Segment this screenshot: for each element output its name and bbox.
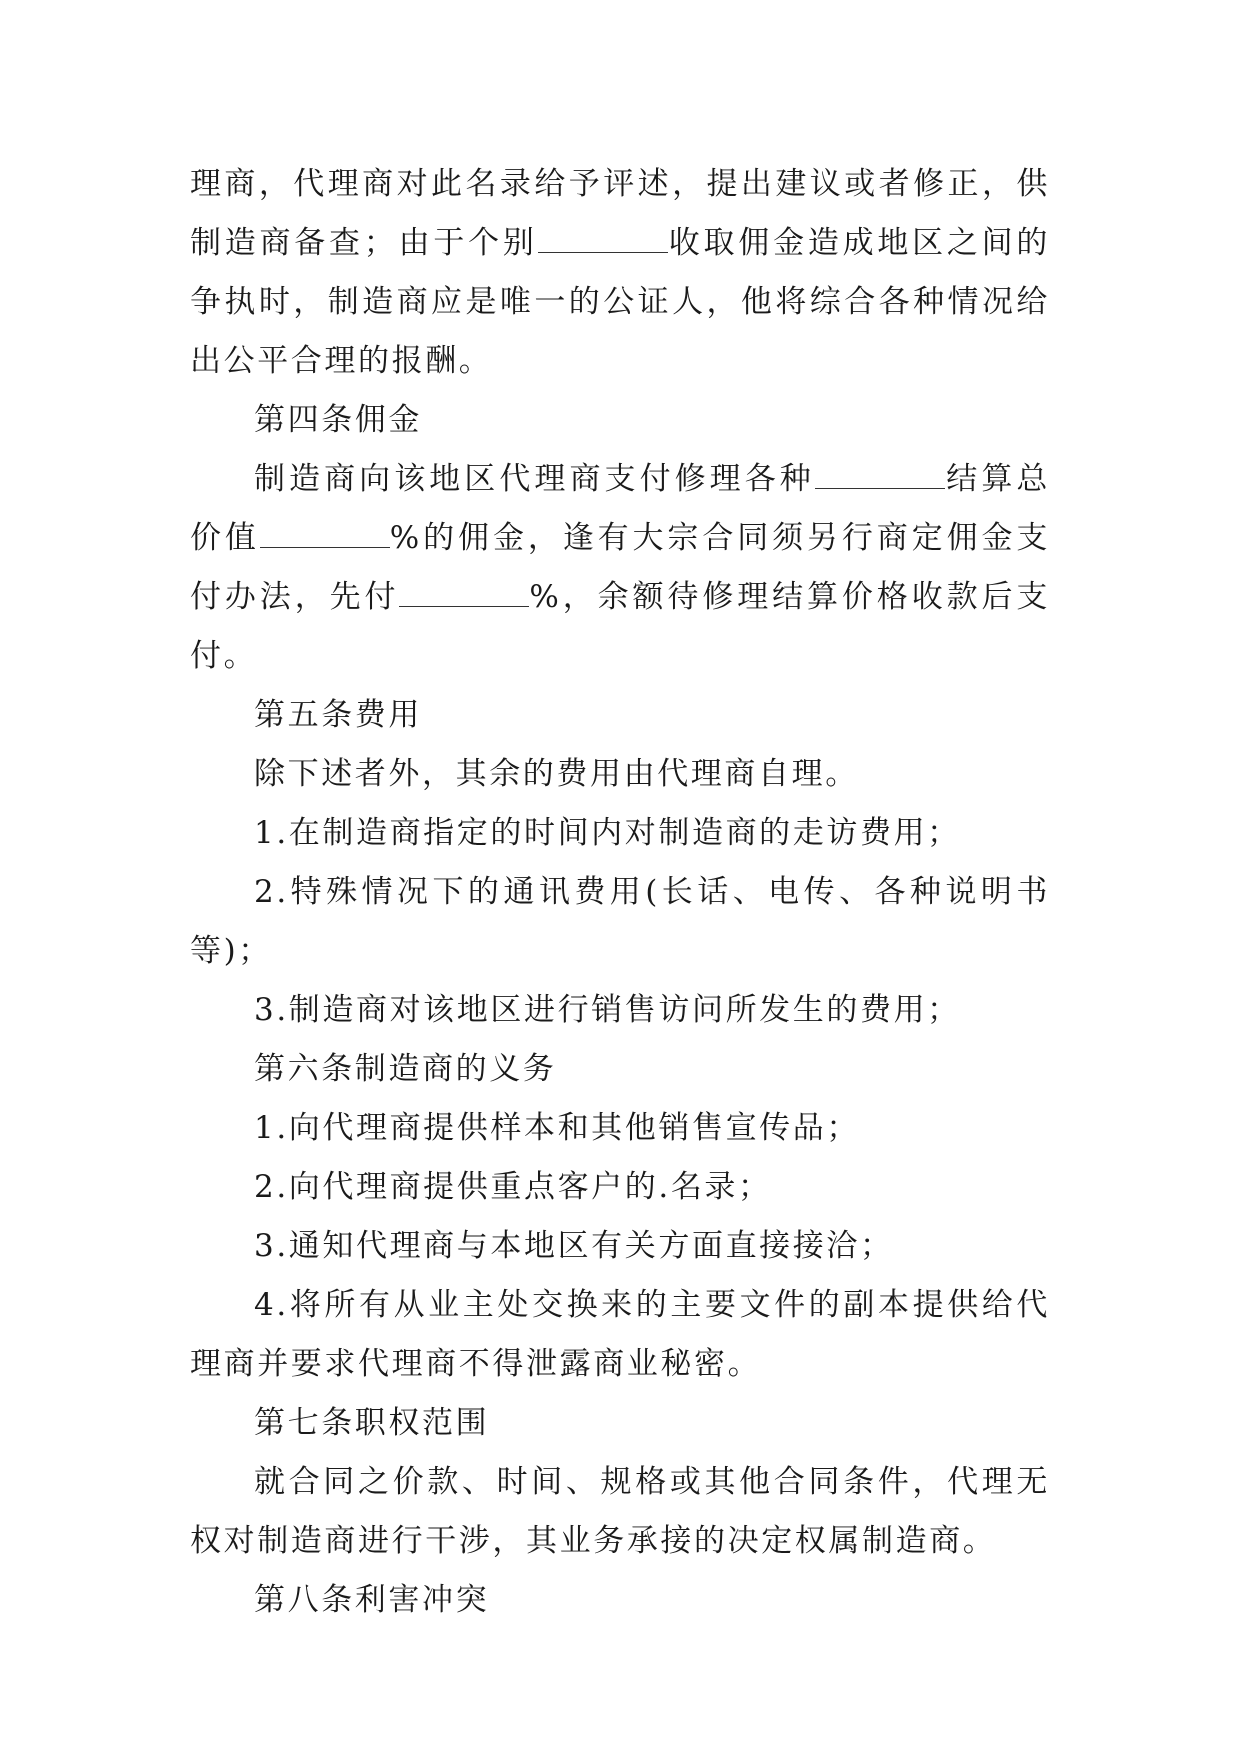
paragraph-commission [190, 450, 1050, 686]
list-item-expense-3: 3.制造商对该地区进行销售访问所发生的费用； [254, 992, 961, 1028]
article-4-heading: 第四条佣金 [254, 402, 422, 438]
article-6-heading: 第六条制造商的义务 [254, 1051, 557, 1087]
paragraph-text: %的佣金，逢有大宗合同须另行商定佣金支付办法，先付 [190, 520, 1050, 615]
list-item-obligation-4: 4.将所有从业主处交换来的主要文件的副本提供给代理商并要求代理商不得泄露商业秘密。 [190, 1287, 1050, 1382]
article-8-heading: 第八条利害冲突 [254, 1582, 490, 1618]
paragraph-text: 收取佣金造成地区之间的争执时，制造商应是唯一的公证人，他将综合各种情况给出公平合理的报酬。 [190, 225, 1050, 379]
fill-in-blank [538, 224, 668, 253]
list-item-obligation-2: 2.向代理商提供重点客户的.名录； [254, 1169, 772, 1205]
paragraph-text: 结算总价值 [190, 461, 1050, 556]
list-item-obligation-1: 1.向代理商提供样本和其他销售宣传品； [254, 1110, 860, 1146]
paragraph-authority: 就合同之价款、时间、规格或其他合同条件，代理无权对制造商进行干涉，其业务承接的决定权属制造商。 [190, 1464, 1050, 1559]
paragraph-text: 理商，代理商对此名录给予评述，提出建议或者修正，供制造商备查；由于个别 [190, 166, 1050, 261]
document-body [190, 155, 1050, 1630]
list-item-obligation-3: 3.通知代理商与本地区有关方面直接接洽； [254, 1228, 894, 1264]
article-7-heading: 第七条职权范围 [254, 1405, 490, 1441]
paragraph-continuation [190, 155, 1050, 391]
paragraph-expenses-intro: 除下述者外，其余的费用由代理商自理。 [254, 756, 859, 792]
fill-in-blank [260, 519, 390, 548]
paragraph-text: %，余额待修理结算价格收款后支付。 [190, 579, 1050, 674]
article-5-heading: 第五条费用 [254, 697, 422, 733]
paragraph-text: 制造商向该地区代理商支付修理各种 [254, 461, 815, 497]
list-item-expense-2: 2.特殊情况下的通讯费用(长话、电传、各种说明书等)； [190, 874, 1050, 969]
fill-in-blank [399, 578, 529, 607]
fill-in-blank [815, 460, 945, 489]
list-item-expense-1: 1.在制造商指定的时间内对制造商的走访费用； [254, 815, 961, 851]
